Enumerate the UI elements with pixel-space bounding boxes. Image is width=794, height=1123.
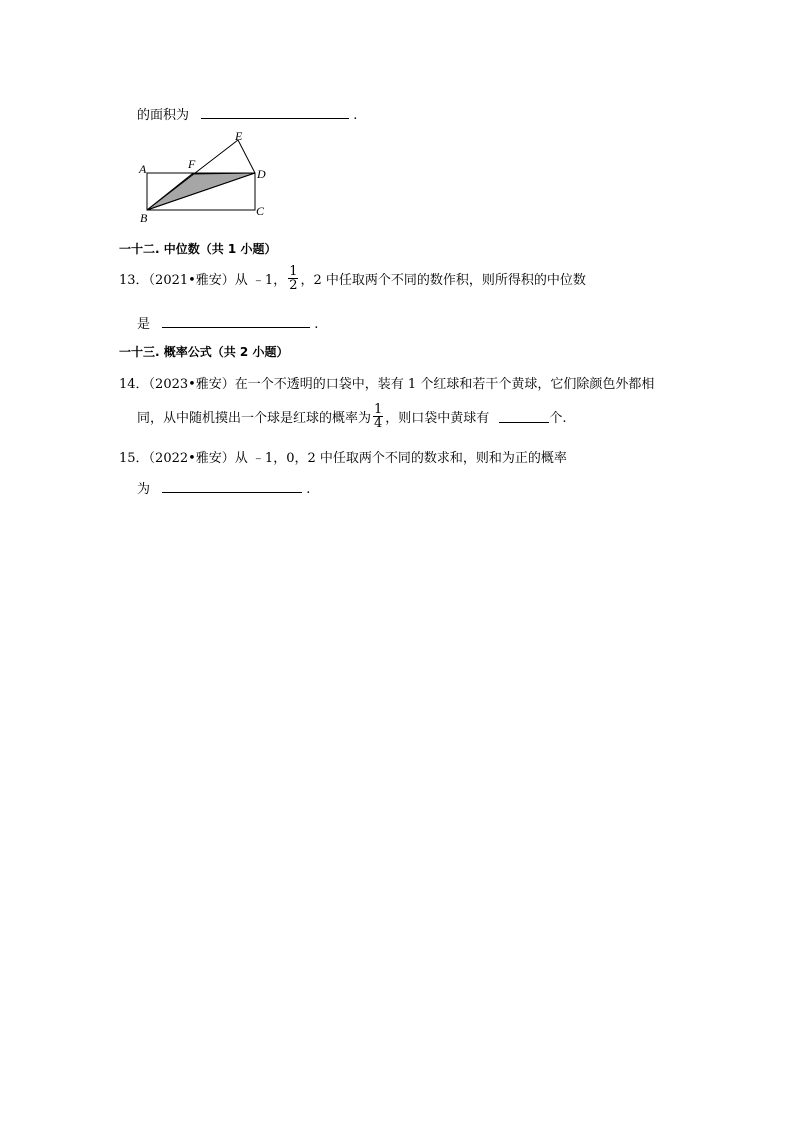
label-b: B [140, 211, 148, 225]
q14-fraction [373, 403, 383, 430]
q14-line1: 14．（2023•雅安）在一个不透明的口袋中，装有 1 个红球和若干个黄球，它们除颜色外都相 [119, 377, 655, 392]
q13-fraction [288, 265, 298, 292]
area-answer-line [137, 104, 357, 123]
q15-answer-blank[interactable] [162, 480, 302, 493]
label-f: F [188, 157, 196, 171]
q15-line1: 15．（2022•雅安）从 ﹣1，0，2 中任取两个不同的数求和，则和为正的概率 [119, 451, 567, 466]
q13-prefix: 13．（2021•雅安）从 ﹣1， [119, 273, 287, 288]
q14-answer-blank[interactable] [499, 410, 549, 423]
q13-answer-blank[interactable] [162, 315, 310, 328]
q13-line1 [119, 265, 679, 292]
label-e: E [235, 129, 243, 143]
q13-frac-denominator: 2 [289, 278, 298, 293]
q14-line2 [137, 403, 566, 430]
label-a: A [139, 162, 147, 176]
q13-end-dot: . [314, 317, 319, 332]
section-12-heading: 一十二. 中位数（共 1 小题） [119, 242, 277, 256]
label-c: C [256, 204, 265, 218]
q13-frac-numerator: 1 [289, 264, 298, 279]
area-end-dot: . [353, 108, 358, 123]
q14-line2-end: 个. [549, 411, 567, 426]
q13-line2 [137, 313, 318, 332]
q14-frac-denominator: 4 [374, 416, 383, 431]
q14-line2-mid: ，则口袋中黄球有 [385, 411, 490, 426]
q13-suffix: ，2 中任取两个不同的数作积，则所得积的中位数 [300, 273, 586, 288]
area-answer-blank[interactable] [201, 106, 349, 119]
area-prefix-text: 的面积为 [137, 108, 190, 123]
section-13-heading: 一十三. 概率公式（共 2 小题） [119, 345, 289, 359]
geometry-figure [130, 128, 280, 228]
q14-frac-numerator: 1 [374, 402, 383, 417]
label-d: D [257, 167, 266, 181]
q15-end-dot: . [306, 482, 311, 497]
line-ed [238, 140, 255, 173]
q14-line2-prefix: 同，从中随机摸出一个球是红球的概率为 [137, 411, 372, 426]
q15-line2-text: 为 [137, 482, 151, 497]
q13-line2-text: 是 [137, 317, 151, 332]
q15-line2 [137, 478, 310, 497]
